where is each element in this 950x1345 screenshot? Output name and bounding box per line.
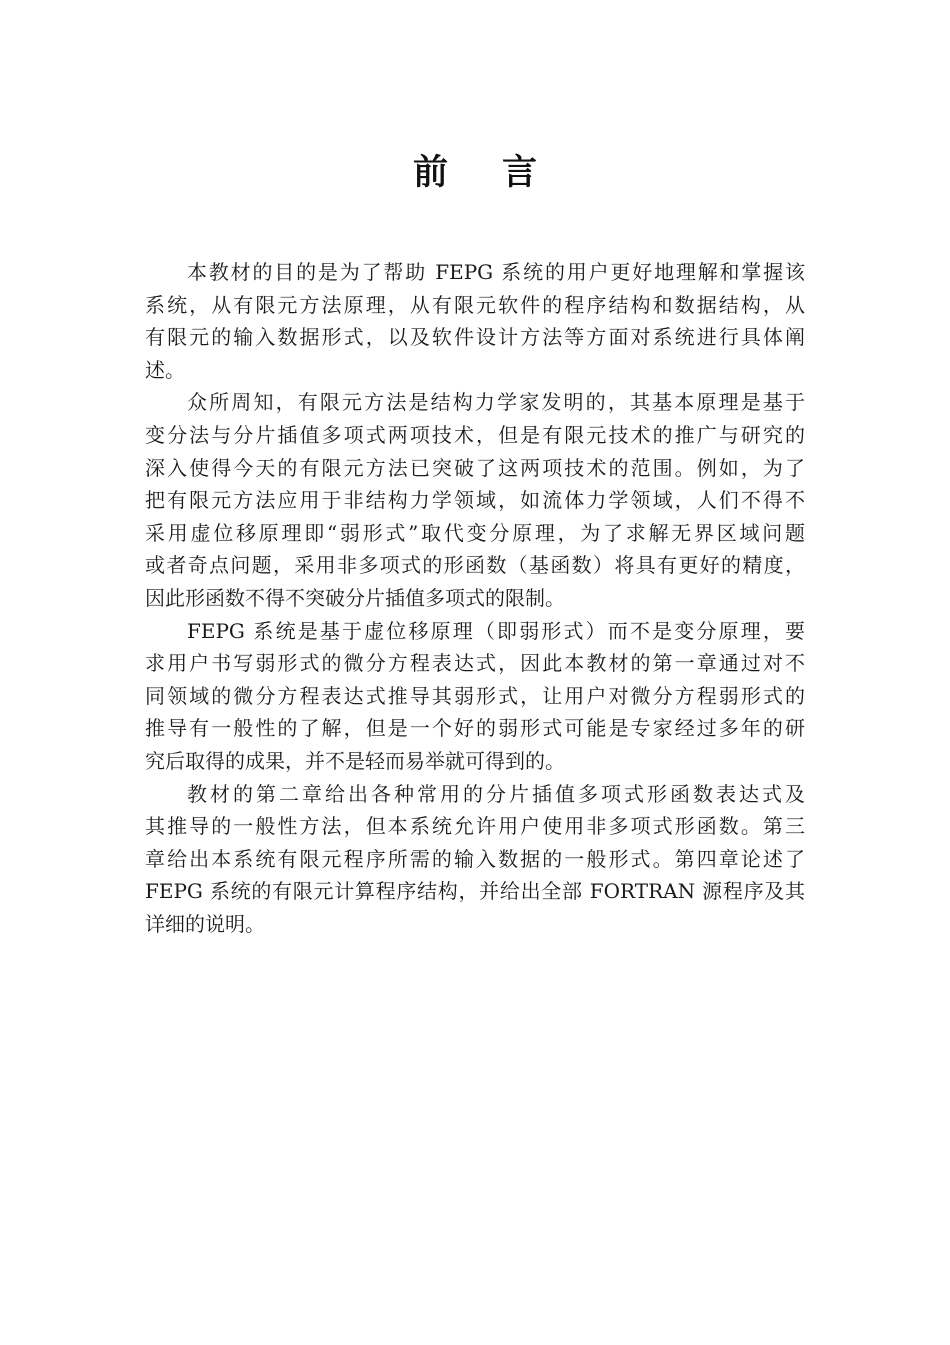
text-line: 众所周知，有限元方法是结构力学家发明的，其基本原理是基于: [187, 390, 805, 415]
paragraph: [145, 778, 805, 941]
text-line: 因此形函数不得不突破分片插值多项式的限制。: [145, 585, 565, 610]
text-line: 详细的说明。: [145, 911, 265, 936]
text-line: FEPG 系统是基于虚位移原理（即弱形式）而不是变分原理，要: [187, 618, 805, 643]
text-line: 同领域的微分方程表达式推导其弱形式，让用户对微分方程弱形式的: [145, 683, 805, 708]
page-title: [0, 150, 950, 196]
paragraph: [145, 256, 805, 386]
preface-body: [145, 256, 805, 940]
text-line: 采用虚位移原理即“弱形式”取代变分原理，为了求解无界区域问题: [145, 520, 805, 545]
text-line: 系统，从有限元方法原理，从有限元软件的程序结构和数据结构，从: [145, 292, 805, 317]
page-title-char: 言: [502, 153, 538, 193]
text-line: 深入使得今天的有限元方法已突破了这两项技术的范围。例如，为了: [145, 455, 805, 480]
text-line: 有限元的输入数据形式，以及软件设计方法等方面对系统进行具体阐: [145, 325, 805, 350]
text-line: 把有限元方法应用于非结构力学领域，如流体力学领域，人们不得不: [145, 488, 805, 513]
text-line: 求用户书写弱形式的微分方程表达式，因此本教材的第一章通过对不: [145, 651, 805, 676]
page-title-char: 前: [412, 153, 448, 193]
text-line: 推导有一般性的了解，但是一个好的弱形式可能是专家经过多年的研: [145, 716, 805, 741]
text-line: 教材的第二章给出各种常用的分片插值多项式形函数表达式及: [187, 781, 805, 806]
text-line: 述。: [145, 357, 185, 382]
paragraph: [145, 386, 805, 614]
paragraph: [145, 615, 805, 778]
text-line: 其推导的一般性方法，但本系统允许用户使用非多项式形函数。第三: [145, 814, 805, 839]
text-line: 章给出本系统有限元程序所需的输入数据的一般形式。第四章论述了: [145, 846, 805, 871]
text-line: 或者奇点问题，采用非多项式的形函数（基函数）将具有更好的精度，: [145, 553, 805, 578]
text-line: 变分法与分片插值多项式两项技术，但是有限元技术的推广与研究的: [145, 422, 805, 447]
text-line: 本教材的目的是为了帮助 FEPG 系统的用户更好地理解和掌握该: [187, 260, 805, 284]
text-line: 究后取得的成果，并不是轻而易举就可得到的。: [145, 748, 565, 773]
text-line: FEPG 系统的有限元计算程序结构，并给出全部 FORTRAN 源程序及其: [145, 879, 805, 904]
